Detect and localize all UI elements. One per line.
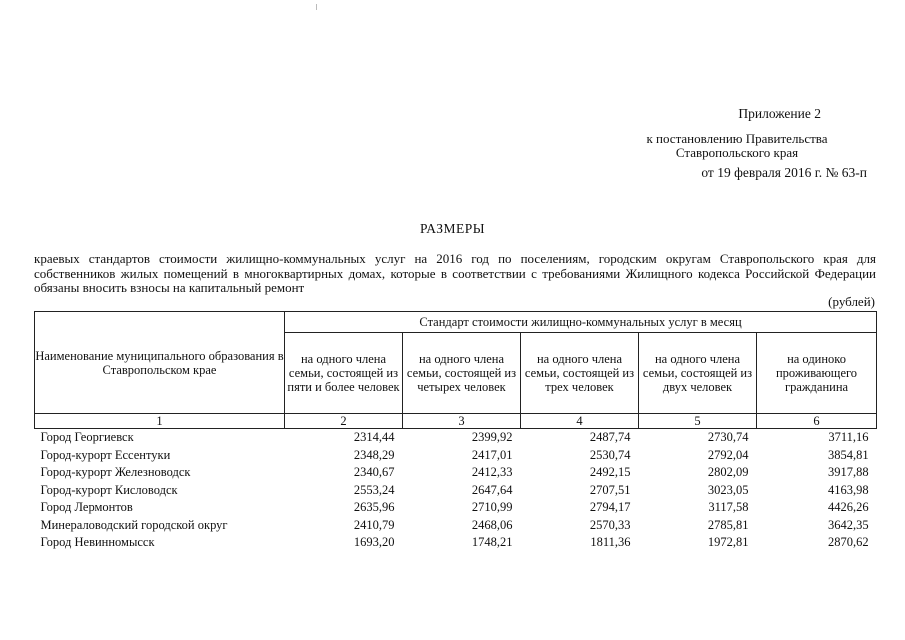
scan-speck	[316, 4, 317, 10]
cell-value: 1748,21	[471, 535, 513, 550]
cell-value: 2570,33	[589, 517, 631, 532]
municipality-name: Город Лермонтов	[40, 500, 133, 515]
cell-value: 2468,06	[471, 517, 513, 532]
table-row	[35, 517, 877, 535]
cell-value: 3711,16	[828, 430, 869, 445]
cell-value: 2647,64	[471, 482, 513, 497]
header-five-plus: на одного члена семьи, состоящей из пяти и более человек	[285, 333, 403, 414]
column-number: 2	[285, 414, 403, 429]
municipality-name: Минераловодский городской округ	[40, 517, 228, 532]
cell-value: 1972,81	[707, 535, 749, 550]
cell-value: 2348,29	[353, 447, 395, 462]
header-four: на одного члена семьи, состоящей из четырех человек	[403, 333, 521, 414]
cell-value: 3117,58	[708, 500, 749, 515]
cell-value: 2730,74	[707, 430, 749, 445]
table-row	[35, 464, 877, 482]
cell-value: 2635,96	[353, 500, 395, 515]
decree-date: от 19 февраля 2016 г. № 63-п	[701, 165, 867, 180]
cell-value: 4163,98	[827, 482, 869, 497]
unit-label: (рублей)	[828, 294, 875, 309]
column-number: 1	[35, 414, 285, 429]
document-description: краевых стандартов стоимости жилищно-коммунальных услуг на 2016 год по поселениям, городским округам Ставропольского края для собственников жилых помещений в многоквартирных домах, которые в соответствии с требованиями Жилищного кодекса Российской Федерации обязаны вносить взносы на капитальный ремонт	[34, 251, 876, 295]
cell-value: 1811,36	[590, 535, 631, 550]
cell-value: 2530,74	[589, 447, 631, 462]
cell-value: 2492,15	[589, 465, 631, 480]
cell-value: 3917,88	[827, 465, 869, 480]
decree-line-2: Ставропольского края	[675, 145, 799, 160]
cell-value: 2417,01	[471, 447, 513, 462]
cell-value: 2412,33	[471, 465, 513, 480]
column-number: 3	[403, 414, 521, 429]
cell-value: 2340,67	[353, 465, 395, 480]
cell-value: 4426,26	[827, 500, 869, 515]
cell-value: 2553,24	[353, 482, 395, 497]
table-row	[35, 447, 877, 465]
cell-value: 2802,09	[707, 465, 749, 480]
cell-value: 2870,62	[827, 535, 869, 550]
column-number: 4	[521, 414, 639, 429]
municipality-name: Город Георгиевск	[40, 430, 134, 445]
cell-value: 3023,05	[707, 482, 749, 497]
municipality-name: Город-курорт Кисловодск	[40, 482, 178, 497]
cell-value: 2785,81	[707, 517, 749, 532]
header-standard-group: Стандарт стоимости жилищно-коммунальных услуг в месяц	[285, 312, 877, 333]
standards-table	[34, 311, 877, 552]
column-number: 6	[757, 414, 877, 429]
municipality-name: Город Невинномысск	[40, 535, 155, 550]
cell-value: 2710,99	[471, 500, 513, 515]
header-municipality: Наименование муниципального образования в Ставропольском крае	[35, 312, 285, 414]
table-row	[35, 534, 877, 552]
cell-value: 2792,04	[707, 447, 749, 462]
cell-value: 3854,81	[827, 447, 869, 462]
municipality-name: Город-курорт Железноводск	[40, 465, 191, 480]
header-single: на одиноко проживающего гражданина	[757, 333, 877, 414]
cell-value: 2794,17	[589, 500, 631, 515]
cell-value: 3642,35	[827, 517, 869, 532]
cell-value: 2314,44	[353, 430, 395, 445]
cell-value: 2410,79	[353, 517, 395, 532]
decree-line-1: к постановлению Правительства	[646, 131, 828, 146]
table-row	[35, 482, 877, 500]
document-title: РАЗМЕРЫ	[420, 221, 485, 236]
cell-value: 2707,51	[589, 482, 631, 497]
header-three: на одного члена семьи, состоящей из трех человек	[521, 333, 639, 414]
table-row	[35, 429, 877, 447]
appendix-label: Приложение 2	[738, 106, 821, 121]
table-row	[35, 499, 877, 517]
column-number: 5	[639, 414, 757, 429]
cell-value: 2487,74	[589, 430, 631, 445]
cell-value: 1693,20	[353, 535, 395, 550]
municipality-name: Город-курорт Ессентуки	[40, 447, 171, 462]
header-two: на одного члена семьи, состоящей из двух человек	[639, 333, 757, 414]
cell-value: 2399,92	[471, 430, 513, 445]
decree-reference	[607, 132, 867, 160]
